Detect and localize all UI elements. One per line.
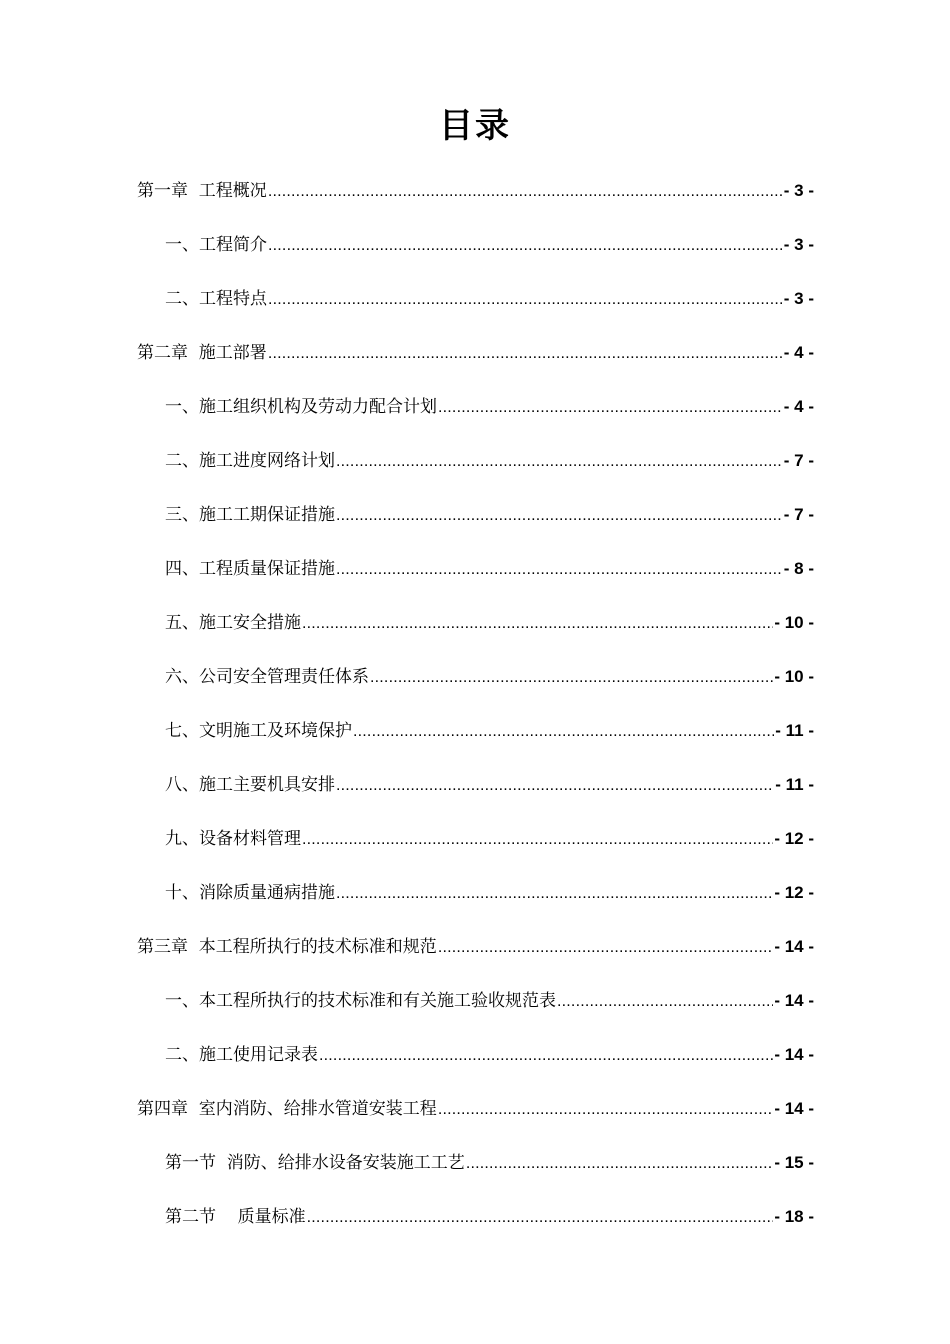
toc-entry-section[interactable]	[165, 610, 814, 636]
toc-entry-chapter-3[interactable]	[137, 934, 814, 960]
toc-dot-leader	[336, 449, 783, 475]
toc-page-number: - 3 -	[783, 181, 814, 200]
page-title: 目录	[439, 106, 511, 146]
toc-page-number: - 15 -	[774, 1153, 814, 1172]
toc-entry-section[interactable]	[165, 394, 814, 420]
toc-dot-leader	[336, 503, 783, 529]
toc-entry-section[interactable]	[165, 502, 814, 528]
toc-page-number: - 12 -	[774, 829, 814, 848]
toc-entry-section[interactable]	[165, 286, 814, 312]
toc-entry-section[interactable]	[165, 664, 814, 690]
toc-page-number: - 3 -	[783, 289, 814, 308]
toc-entry-section[interactable]	[165, 718, 814, 744]
toc-entry-chapter-4[interactable]	[137, 1096, 814, 1122]
toc-dot-leader	[438, 935, 774, 961]
toc-entry-label: 六、公司安全管理责任体系	[165, 667, 369, 687]
toc-entry-section[interactable]	[165, 880, 814, 906]
toc-dot-leader	[268, 233, 783, 259]
toc-dot-leader	[438, 1097, 774, 1123]
toc-entry-label: 第一节 消防、给排水设备安装施工工艺	[165, 1153, 465, 1173]
toc-entry-label: 九、设备材料管理	[165, 829, 301, 849]
toc-dot-leader	[466, 1151, 774, 1177]
toc-entry-label: 一、施工组织机构及劳动力配合计划	[165, 397, 437, 417]
toc-entry-label: 八、施工主要机具安排	[165, 775, 335, 795]
toc-page-number: - 3 -	[783, 235, 814, 254]
toc-entry-chapter-1[interactable]	[137, 178, 814, 204]
toc-entry-section[interactable]	[165, 1150, 814, 1176]
toc-entry-chapter-2[interactable]	[137, 340, 814, 366]
toc-entry-label: 第四章 室内消防、给排水管道安装工程	[137, 1099, 437, 1119]
toc-entry-label: 五、施工安全措施	[165, 613, 301, 633]
toc-entry-label: 一、本工程所执行的技术标准和有关施工验收规范表	[165, 991, 556, 1011]
toc-entry-label: 二、施工使用记录表	[165, 1045, 318, 1065]
toc-entry-label: 二、工程特点	[165, 289, 267, 309]
toc-dot-leader	[370, 665, 773, 691]
toc-entry-label: 十、消除质量通病措施	[165, 883, 335, 903]
toc-entry-section[interactable]	[165, 232, 814, 258]
toc-entry-label: 第一章 工程概况	[137, 181, 267, 201]
toc-page-number: - 14 -	[774, 991, 814, 1010]
toc-page-number: - 14 -	[774, 1099, 814, 1118]
toc-dot-leader	[319, 1043, 773, 1069]
toc-entry-label: 三、施工工期保证措施	[165, 505, 335, 525]
toc-entry-section[interactable]	[165, 988, 814, 1014]
toc-entry-section[interactable]	[165, 772, 814, 798]
toc-page-number: - 7 -	[783, 451, 814, 470]
toc-dot-leader	[557, 989, 773, 1015]
toc-entry-section[interactable]	[165, 1042, 814, 1068]
toc-entry-section[interactable]	[165, 826, 814, 852]
toc-entry-section[interactable]	[165, 1204, 814, 1230]
toc-entry-label: 四、工程质量保证措施	[165, 559, 335, 579]
toc-dot-leader	[268, 341, 783, 367]
toc-dot-leader	[438, 395, 783, 421]
toc-page-number: - 14 -	[774, 1045, 814, 1064]
toc-dot-leader	[302, 827, 773, 853]
toc-dot-leader	[336, 557, 783, 583]
toc-dot-leader	[307, 1205, 774, 1231]
toc-dot-leader	[336, 881, 773, 907]
toc-entry-label: 一、工程简介	[165, 235, 267, 255]
toc-entry-label: 第三章 本工程所执行的技术标准和规范	[137, 937, 437, 957]
toc-entry-label: 七、文明施工及环境保护	[165, 721, 352, 741]
toc-dot-leader	[268, 287, 783, 313]
toc-page-number: - 10 -	[774, 667, 814, 686]
toc-page-number: - 12 -	[774, 883, 814, 902]
toc-entry-section[interactable]	[165, 556, 814, 582]
toc-entry-section[interactable]	[165, 448, 814, 474]
toc-dot-leader	[353, 719, 774, 745]
toc-page-number: - 11 -	[775, 721, 814, 740]
toc-page-number: - 7 -	[783, 505, 814, 524]
toc-entry-label: 第二节 质量标准	[165, 1207, 306, 1227]
toc-page-number: - 18 -	[774, 1207, 814, 1226]
toc-page-number: - 14 -	[774, 937, 814, 956]
toc-page-number: - 4 -	[783, 397, 814, 416]
toc-dot-leader	[302, 611, 773, 637]
toc-page-number: - 10 -	[774, 613, 814, 632]
toc-page-number: - 4 -	[783, 343, 814, 362]
toc-page-number: - 11 -	[775, 775, 814, 794]
toc-dot-leader	[268, 179, 783, 205]
toc-entry-label: 二、施工进度网络计划	[165, 451, 335, 471]
toc-page-number: - 8 -	[783, 559, 814, 578]
toc-entry-label: 第二章 施工部署	[137, 343, 267, 363]
toc-dot-leader	[336, 773, 774, 799]
